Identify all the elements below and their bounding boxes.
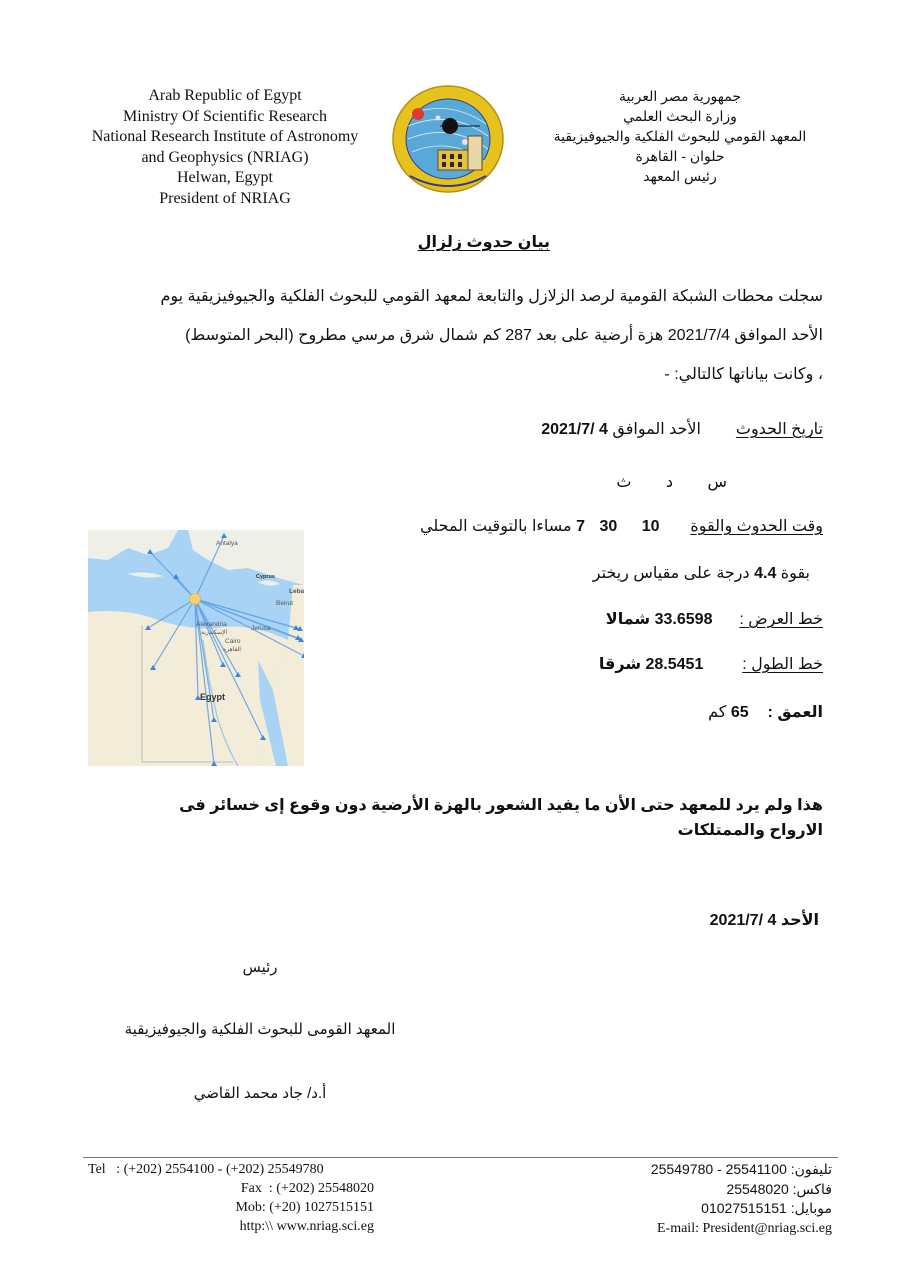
- intro-line: ، وكانت بياناتها كالتالي: -: [664, 366, 823, 383]
- header-english-block: [60, 86, 390, 209]
- header-en-line: President of NRIAG: [159, 189, 291, 207]
- depth-label: العمق :: [767, 704, 823, 721]
- depth-suffix: كم: [708, 704, 727, 721]
- map-label-egypt: Egypt: [200, 692, 226, 702]
- date-label: تاريخ الحدوث: [735, 421, 823, 438]
- signature-institute: المعهد القومى للبحوث الفلكية والجيوفيزيقية: [124, 1021, 396, 1038]
- footer-divider: [83, 1157, 838, 1158]
- map-label-cairo-ar: القاهرة: [223, 647, 241, 653]
- time-label: وقت الحدوث والقوة: [690, 518, 823, 535]
- longitude-label: خط الطول :: [742, 656, 823, 673]
- map-label-lebanon: Leba: [289, 588, 304, 595]
- time-minutes: 30: [599, 518, 618, 535]
- magnitude-prefix: بقوة: [780, 565, 810, 582]
- footer-mobile: Mob: (+20) 1027515151: [235, 1200, 374, 1215]
- time-units-row: [586, 472, 727, 492]
- latitude-suffix: شمالا: [605, 611, 651, 628]
- map-label-beirut: Beirut: [276, 600, 293, 607]
- map-label-cyprus: Cyprus: [256, 574, 275, 580]
- footer-fax: Fax : (+202) 25548020: [240, 1181, 374, 1196]
- footer-website-link[interactable]: http:\\ www.nriag.sci.eg: [239, 1219, 374, 1234]
- unit-minutes: د: [665, 474, 674, 491]
- latitude-label: خط العرض :: [739, 611, 823, 628]
- intro-line: سجلت محطات الشبكة القومية لرصد الزلازل والتابعة لمعهد القومي للبحوث الفلكية والجيوفيزيقية يوم: [160, 288, 823, 305]
- header-ar-line: وزارة البحث العلمي: [623, 108, 737, 124]
- depth-row: [708, 702, 823, 722]
- date-value: 2021/7/ 4: [541, 421, 608, 438]
- signature-name: أ.د/ جاد محمد القاضي: [193, 1085, 327, 1102]
- footer-tel-ar: تليفون: 25541100 - 25549780: [650, 1161, 832, 1177]
- footer-english-contacts: [88, 1160, 374, 1236]
- map-label-alexandria: Alexandria: [196, 621, 227, 628]
- magnitude-value: 4.4: [754, 565, 777, 582]
- unit-seconds: ث: [616, 474, 632, 491]
- intro-line: الأحد الموافق 2021/7/4 هزة أرضية على بعد 287 كم شمال شرق مرسي مطروح (البحر المتوسط): [185, 327, 823, 344]
- time-seconds: 10: [641, 518, 660, 535]
- statement-paragraph: هذا ولم يرد للمعهد حتى الأن ما يفيد الشعور بالهزة الأرضية دون وقوع إى خسائر فى الارواح والممتلكات: [179, 797, 823, 839]
- map-label-cairo: Cairo: [225, 638, 241, 645]
- map-land-egypt-libya: [88, 611, 288, 766]
- unit-hours: س: [707, 474, 727, 491]
- longitude-row: [599, 654, 823, 674]
- header-en-line: Arab Republic of Egypt: [148, 87, 302, 104]
- footer-tel: Tel : (+202) 2554100 - (+202) 25549780: [88, 1162, 324, 1177]
- magnitude-row: [593, 563, 810, 583]
- header-ar-line: المعهد القومي للبحوث الفلكية والجيوفيزيقية: [553, 128, 807, 144]
- latitude-value: 33.6598: [654, 611, 713, 628]
- signature-date: الأحد 4 /2021/7: [709, 912, 819, 929]
- nriag-logo: [390, 84, 506, 194]
- epicenter-marker: [190, 594, 201, 605]
- magnitude-suffix: درجة على مقياس ريختر: [592, 565, 750, 582]
- header-en-line: National Research Institute of Astronomy: [91, 128, 359, 145]
- epicenter-station-map: [88, 530, 304, 766]
- date-text: الأحد الموافق: [612, 421, 701, 438]
- depth-value: 65: [730, 704, 749, 721]
- footer-arabic-contacts: [610, 1160, 832, 1238]
- header-en-line: Ministry Of Scientific Research: [123, 107, 327, 125]
- time-hours: 7: [576, 518, 585, 535]
- time-suffix: مساءا بالتوقيت المحلي: [420, 518, 572, 535]
- header-en-line: Helwan, Egypt: [177, 169, 273, 186]
- longitude-suffix: شرقا: [598, 656, 642, 673]
- map-label-antalya: Antalya: [216, 540, 238, 547]
- footer-fax-ar: فاكس: 25548020: [726, 1180, 832, 1197]
- longitude-value: 28.5451: [645, 656, 704, 673]
- document-title: بيان حدوث زلزال: [417, 234, 550, 251]
- nriag-seal-icon: [390, 84, 506, 194]
- footer-email-link[interactable]: E-mail: President@nriag.sci.eg: [656, 1220, 832, 1236]
- date-row: [541, 419, 823, 439]
- map-label-jerusalem: Jerusa: [251, 625, 271, 632]
- header-ar-line: حلوان - القاهرة: [635, 148, 725, 164]
- map-label-alexandria-ar: الإسكندرية: [201, 630, 228, 636]
- footer-mobile-ar: موبايل: 01027515151: [701, 1200, 832, 1216]
- time-row: [420, 516, 823, 536]
- header-en-line: and Geophysics (NRIAG): [141, 148, 309, 166]
- header-ar-line: جمهورية مصر العربية: [618, 88, 741, 104]
- latitude-row: [606, 609, 823, 629]
- header-arabic-block: [550, 86, 810, 186]
- signature-title: رئيس: [242, 959, 278, 976]
- header-ar-line: رئيس المعهد: [643, 168, 717, 184]
